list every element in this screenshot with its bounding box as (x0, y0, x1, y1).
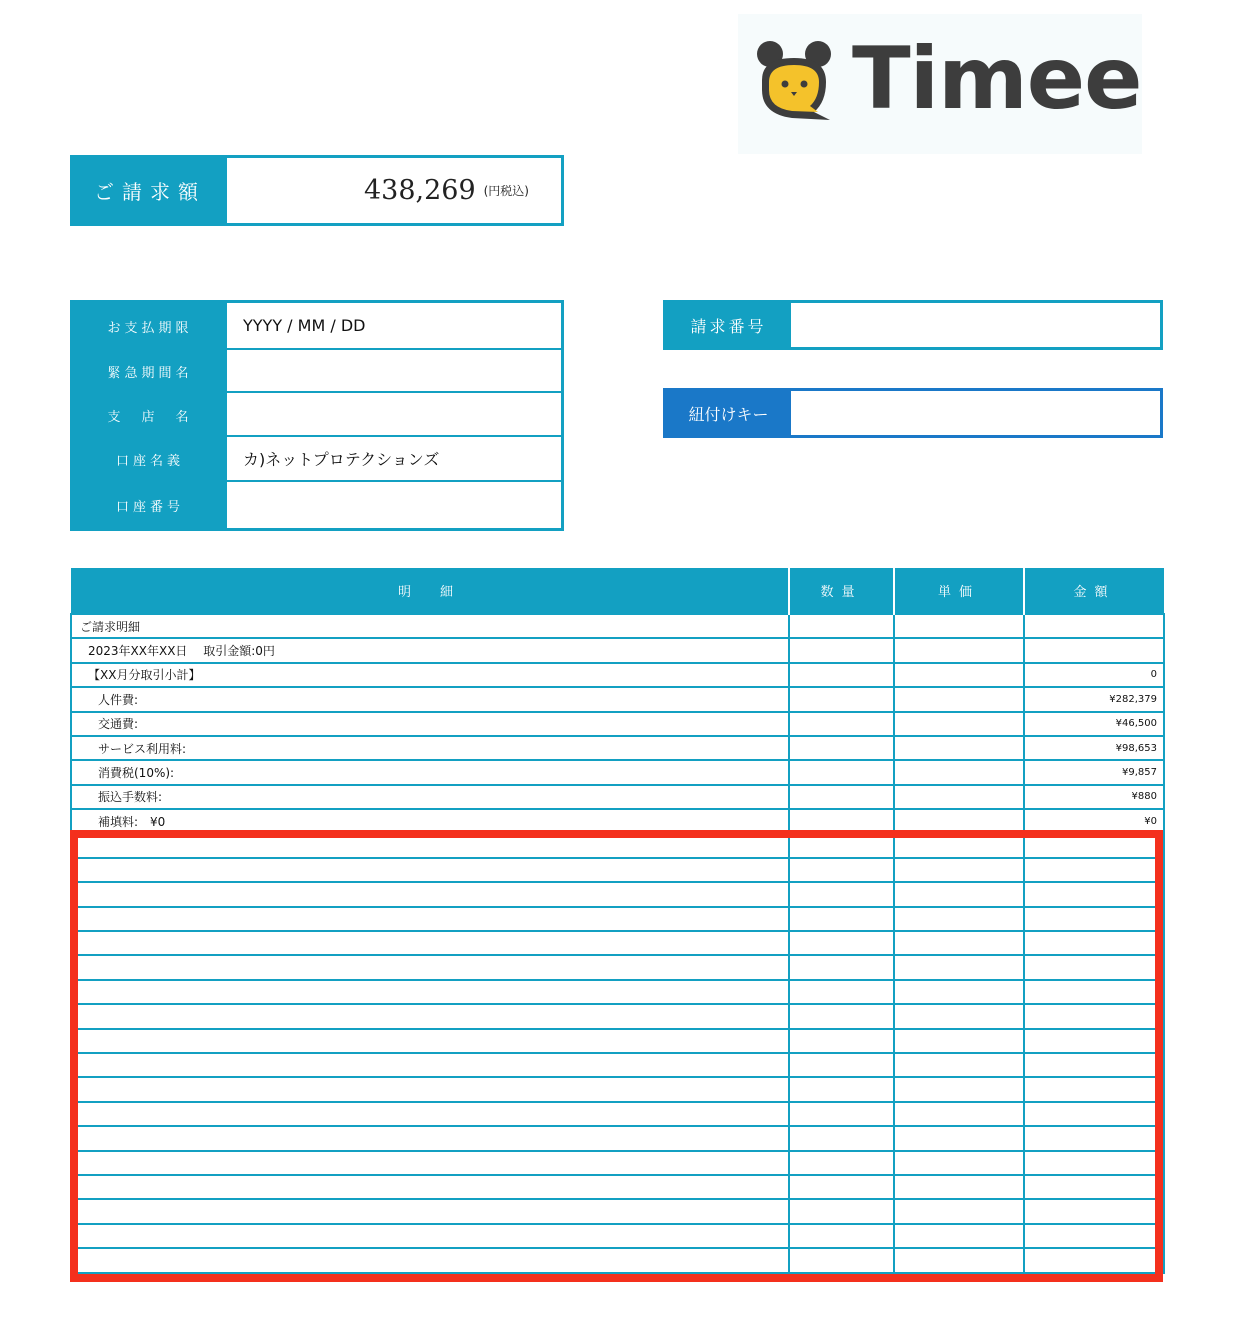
table-row (71, 687, 1164, 711)
empty-row (71, 1151, 1164, 1175)
cell-unit-price (894, 760, 1024, 784)
empty-row (71, 1126, 1164, 1150)
empty-cell (71, 1053, 789, 1077)
mascot-icon (752, 40, 842, 126)
empty-cell (789, 1199, 894, 1223)
payment-due-row (73, 303, 561, 350)
empty-row (71, 882, 1164, 906)
empty-cell (71, 1029, 789, 1053)
details-table (70, 568, 1165, 1274)
cell-item: 【XX月分取引小計】 (71, 663, 789, 687)
branch-name-label: 支 店 名 (73, 393, 227, 437)
empty-cell (894, 1224, 1024, 1248)
invoice-number-label: 請求番号 (666, 303, 791, 347)
empty-row (71, 834, 1164, 858)
empty-cell (1024, 931, 1164, 955)
cell-item: 人件費: (71, 687, 789, 711)
table-row (71, 785, 1164, 809)
cell-qty (789, 809, 894, 833)
empty-cell (789, 1053, 894, 1077)
empty-cell (71, 980, 789, 1004)
empty-row (71, 1029, 1164, 1053)
cell-amount (1024, 614, 1164, 638)
cell-item: ご請求明細 (71, 614, 789, 638)
empty-row (71, 858, 1164, 882)
cell-qty (789, 785, 894, 809)
empty-cell (789, 1175, 894, 1199)
empty-cell (1024, 834, 1164, 858)
cell-amount: ¥282,379 (1024, 687, 1164, 711)
empty-row (71, 980, 1164, 1004)
empty-cell (1024, 1224, 1164, 1248)
payment-info-box (70, 300, 564, 531)
header-item: 明 細 (71, 568, 789, 614)
empty-cell (71, 1004, 789, 1028)
cell-amount: ¥98,653 (1024, 736, 1164, 760)
table-row (71, 809, 1164, 833)
empty-cell (71, 931, 789, 955)
empty-cell (1024, 1053, 1164, 1077)
empty-cell (894, 955, 1024, 979)
cell-qty (789, 760, 894, 784)
empty-row (71, 931, 1164, 955)
empty-cell (71, 1224, 789, 1248)
empty-cell (894, 907, 1024, 931)
empty-row (71, 907, 1164, 931)
table-row (71, 638, 1164, 662)
link-key-box (663, 388, 1163, 438)
invoice-amount-number: 438,269 (363, 175, 476, 206)
empty-cell (789, 1126, 894, 1150)
empty-row (71, 1175, 1164, 1199)
invoice-number-box (663, 300, 1163, 350)
header-unit-price: 単価 (894, 568, 1024, 614)
empty-cell (789, 1077, 894, 1101)
empty-cell (1024, 1248, 1164, 1272)
cell-unit-price (894, 785, 1024, 809)
account-holder-label: 口座名義 (73, 437, 227, 482)
empty-cell (894, 1053, 1024, 1077)
empty-cell (1024, 882, 1164, 906)
empty-cell (789, 931, 894, 955)
empty-cell (789, 1102, 894, 1126)
empty-cell (789, 1004, 894, 1028)
empty-cell (1024, 1151, 1164, 1175)
empty-cell (894, 1102, 1024, 1126)
account-number-row (73, 482, 561, 528)
empty-cell (71, 1199, 789, 1223)
logo-text: Timee (852, 29, 1142, 129)
timee-logo (738, 14, 1142, 154)
empty-cell (789, 1029, 894, 1053)
empty-cell (894, 1175, 1024, 1199)
payment-due-label: お支払期限 (73, 303, 227, 350)
cell-item: 振込手数料: (71, 785, 789, 809)
header-qty: 数量 (789, 568, 894, 614)
empty-cell (1024, 1004, 1164, 1028)
empty-cell (894, 834, 1024, 858)
account-holder-row (73, 437, 561, 482)
table-row (71, 614, 1164, 638)
invoice-amount-label: ご請求額 (73, 158, 227, 223)
cell-qty (789, 687, 894, 711)
empty-cell (894, 1151, 1024, 1175)
cell-unit-price (894, 638, 1024, 662)
empty-row (71, 1199, 1164, 1223)
empty-cell (1024, 1029, 1164, 1053)
cell-amount: 0 (1024, 663, 1164, 687)
empty-cell (894, 931, 1024, 955)
empty-cell (1024, 955, 1164, 979)
empty-cell (71, 858, 789, 882)
link-key-value (791, 391, 1160, 435)
cell-amount: ¥0 (1024, 809, 1164, 833)
details-header-row (71, 568, 1164, 614)
cell-unit-price (894, 809, 1024, 833)
empty-cell (789, 858, 894, 882)
empty-cell (894, 1199, 1024, 1223)
empty-cell (789, 1224, 894, 1248)
cell-qty (789, 712, 894, 736)
empty-cell (1024, 980, 1164, 1004)
cell-item: 消費税(10%): (71, 760, 789, 784)
empty-row (71, 955, 1164, 979)
empty-cell (894, 980, 1024, 1004)
empty-cell (1024, 907, 1164, 931)
empty-cell (894, 1126, 1024, 1150)
branch-name-value (227, 393, 561, 437)
branch-name-row (73, 393, 561, 437)
empty-cell (894, 858, 1024, 882)
empty-cell (789, 1248, 894, 1272)
empty-cell (894, 1248, 1024, 1272)
cell-unit-price (894, 614, 1024, 638)
bank-name-row (73, 350, 561, 393)
cell-item: サービス利用料: (71, 736, 789, 760)
cell-qty (789, 638, 894, 662)
empty-cell (1024, 858, 1164, 882)
empty-cell (71, 1175, 789, 1199)
cell-amount (1024, 638, 1164, 662)
cell-unit-price (894, 736, 1024, 760)
bank-name-label: 緊急期間名 (73, 350, 227, 393)
empty-cell (789, 1151, 894, 1175)
empty-cell (71, 907, 789, 931)
bank-name-value (227, 350, 561, 393)
empty-cell (789, 955, 894, 979)
account-holder-value: カ)ネットプロテクションズ (227, 437, 561, 482)
cell-amount: ¥880 (1024, 785, 1164, 809)
empty-cell (71, 1077, 789, 1101)
table-row (71, 760, 1164, 784)
empty-row (71, 1004, 1164, 1028)
empty-cell (789, 882, 894, 906)
cell-item: 交通費: (71, 712, 789, 736)
header-amount: 金額 (1024, 568, 1164, 614)
cell-amount: ¥46,500 (1024, 712, 1164, 736)
cell-qty (789, 736, 894, 760)
cell-amount: ¥9,857 (1024, 760, 1164, 784)
empty-cell (1024, 1199, 1164, 1223)
cell-unit-price (894, 712, 1024, 736)
empty-cell (71, 1248, 789, 1272)
cell-qty (789, 663, 894, 687)
empty-cell (71, 882, 789, 906)
empty-cell (1024, 1175, 1164, 1199)
invoice-amount-value (227, 158, 561, 223)
tax-included-note: (円税込) (483, 184, 529, 198)
cell-unit-price (894, 687, 1024, 711)
empty-row (71, 1224, 1164, 1248)
empty-cell (71, 1126, 789, 1150)
cell-item: 2023年XX年XX日 取引金額:0円 (71, 638, 789, 662)
details-body (71, 614, 1164, 1273)
table-row (71, 712, 1164, 736)
invoice-number-value (791, 303, 1160, 347)
empty-cell (789, 907, 894, 931)
empty-cell (71, 834, 789, 858)
table-row (71, 663, 1164, 687)
cell-unit-price (894, 663, 1024, 687)
empty-cell (71, 1102, 789, 1126)
empty-cell (894, 1004, 1024, 1028)
empty-cell (71, 1151, 789, 1175)
empty-cell (71, 955, 789, 979)
account-number-label: 口座番号 (73, 482, 227, 528)
empty-row (71, 1053, 1164, 1077)
invoice-amount-box (70, 155, 564, 226)
empty-cell (1024, 1077, 1164, 1101)
empty-row (71, 1248, 1164, 1272)
table-row (71, 736, 1164, 760)
empty-cell (789, 980, 894, 1004)
account-number-value (227, 482, 561, 528)
empty-cell (894, 882, 1024, 906)
empty-cell (789, 834, 894, 858)
empty-row (71, 1077, 1164, 1101)
empty-cell (894, 1077, 1024, 1101)
empty-row (71, 1102, 1164, 1126)
cell-qty (789, 614, 894, 638)
empty-cell (894, 1029, 1024, 1053)
empty-cell (1024, 1126, 1164, 1150)
link-key-label: 紐付けキー (666, 391, 791, 435)
payment-due-value: YYYY / MM / DD (227, 303, 561, 350)
empty-cell (1024, 1102, 1164, 1126)
cell-item: 補填料: ¥0 (71, 809, 789, 833)
